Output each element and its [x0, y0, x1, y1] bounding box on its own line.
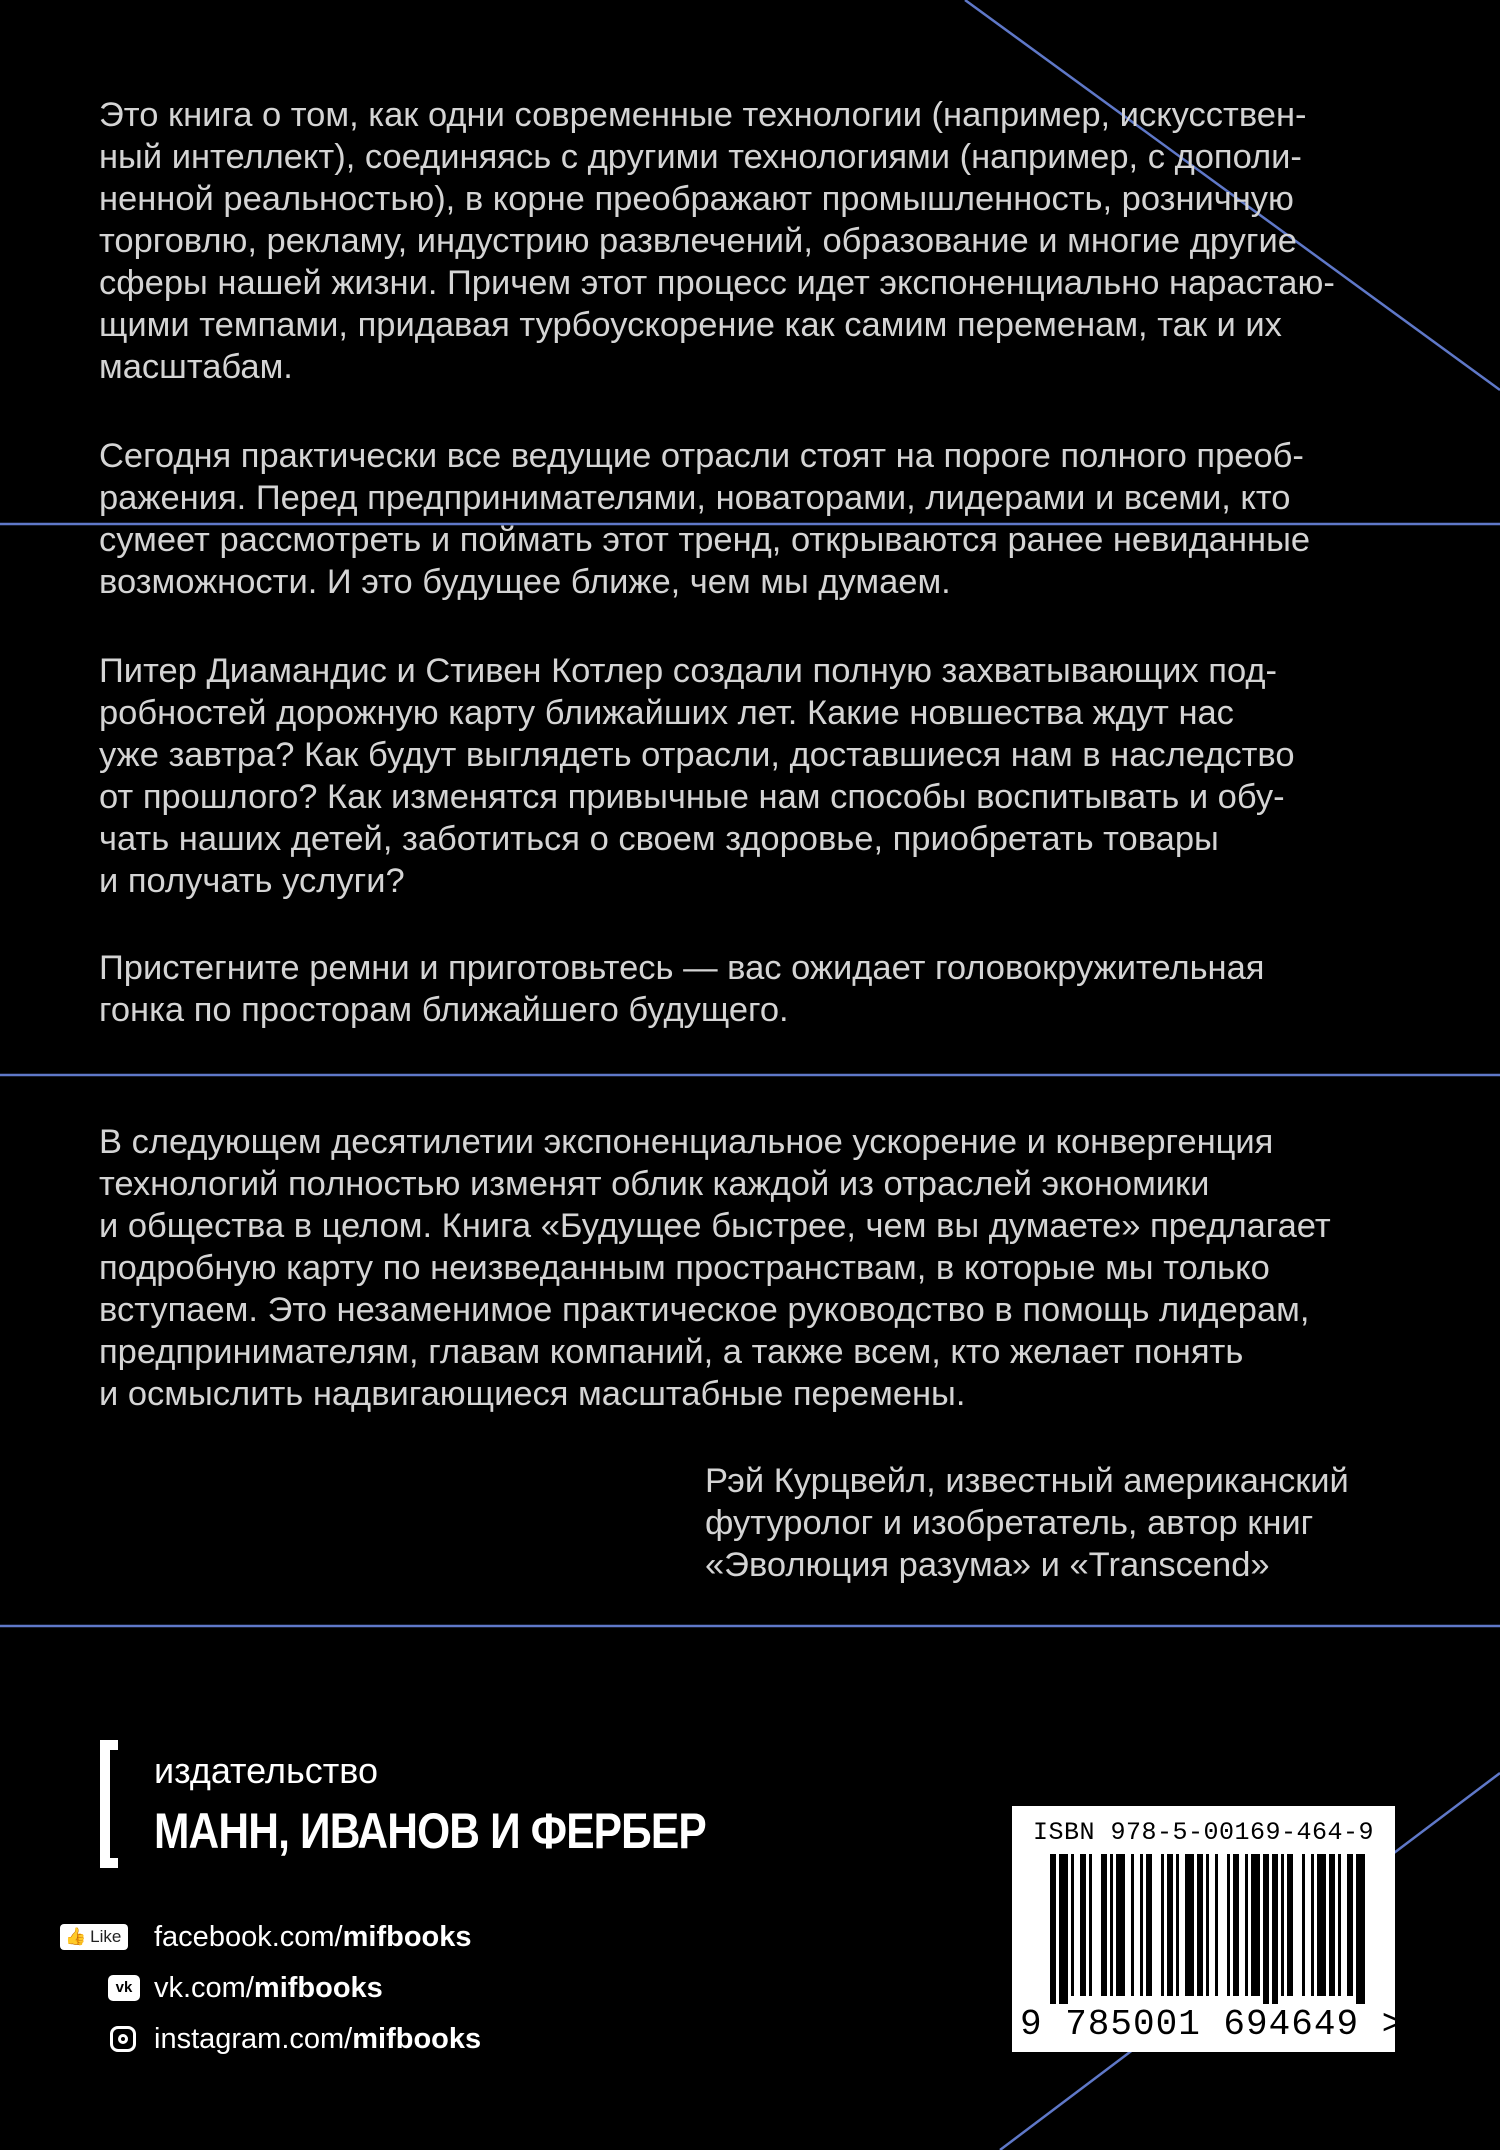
barcode-bar — [1245, 1854, 1248, 1996]
paragraph-line: сумеет рассмотреть и поймать этот тренд, открываются ранее невиданные — [99, 521, 1311, 559]
description-paragraph-4 — [99, 947, 1389, 1031]
paragraph-line: подробную карту по неизведанным пространствам, в которые мы только — [99, 1249, 1270, 1287]
paragraph-line: торговлю, рекламу, индустрию развлечений, образование и многие другие — [99, 222, 1297, 260]
paragraph-line: чать наших детей, заботиться о своем здоровье, приобретать товары — [99, 820, 1219, 858]
paragraph-line: предпринимателям, главам компаний, а также всем, кто желает понять — [99, 1333, 1244, 1371]
paragraph-line: и общества в целом. Книга «Будущее быстрее, чем вы думаете» предлагает — [99, 1207, 1331, 1245]
paragraph-line: гонка по просторам ближайшего будущего. — [99, 991, 789, 1029]
barcode-bar — [1338, 1854, 1341, 1996]
description-paragraph-1 — [99, 94, 1389, 388]
paragraph-line: ражения. Перед предпринимателями, новаторами, лидерами и всеми, кто — [99, 479, 1291, 517]
paragraph-line: технологий полностью изменят облик каждой из отраслей экономики — [99, 1165, 1210, 1203]
barcode-bar — [1356, 1854, 1365, 2004]
paragraph-line: уже завтра? Как будут выглядеть отрасли, доставшиеся нам в наследство — [99, 736, 1295, 774]
barcode-bar — [1146, 1854, 1152, 1996]
instagram-icon — [110, 2026, 136, 2052]
bracket-logo-mark — [100, 1740, 118, 1868]
paragraph-line: и осмыслить надвигающиеся масштабные перемены. — [99, 1375, 966, 1413]
barcode-bar — [1317, 1854, 1326, 1996]
barcode-bar — [1050, 1854, 1056, 2004]
instagram-link[interactable] — [154, 2023, 481, 2056]
paragraph-line: робностей дорожную карту ближайших лет. Какие новшества ждут нас — [99, 694, 1234, 732]
paragraph-line: вступаем. Это незаменимое практическое руководство в помощь лидерам, — [99, 1291, 1310, 1329]
vk-link-handle: mifbooks — [253, 1971, 383, 2004]
facebook-link-prefix: facebook.com/ — [154, 1920, 343, 1953]
paragraph-line: сферы нашей жизни. Причем этот процесс идет экспоненциально нарастаю- — [99, 264, 1335, 302]
barcode-bar — [1329, 1854, 1335, 1996]
paragraph-line: ненной реальностью), в корне преображают промышленность, розничную — [99, 180, 1294, 218]
barcode-bar — [1101, 1854, 1107, 1996]
review-quote — [99, 1121, 1389, 1415]
paragraph-line: и получать услуги? — [99, 862, 405, 900]
paragraph-line: Питер Диамандис и Стивен Котлер создали полную захватывающих под- — [99, 652, 1277, 690]
barcode-bar — [1185, 1854, 1194, 1996]
barcode-bar — [1071, 1854, 1074, 1996]
paragraph-line: В следующем десятилетии экспоненциальное ускорение и конвергенция — [99, 1123, 1274, 1161]
barcode-bar — [1311, 1854, 1314, 1996]
attribution-line: футуролог и изобретатель, автор книг — [705, 1504, 1314, 1542]
vk-link[interactable] — [154, 1972, 383, 2005]
publisher-name: МАНН, ИВАНОВ И ФЕРБЕР — [154, 1803, 706, 1859]
paragraph-line: щими темпами, придавая турбоускорение как самим переменам, так и их — [99, 306, 1282, 344]
barcode-bar — [1227, 1854, 1230, 1996]
publisher-kicker: издательство — [154, 1750, 378, 1791]
barcode-bar — [1059, 1854, 1068, 2004]
attribution-line: «Эволюция разума» и «Transcend» — [705, 1546, 1270, 1584]
vk-link-prefix: vk.com/ — [154, 1971, 254, 2004]
barcode-bar — [1197, 1854, 1203, 1996]
isbn-barcode — [1012, 1806, 1405, 2052]
paragraph-line: Это книга о том, как одни современные технологии (например, искусствен- — [99, 96, 1307, 134]
barcode-bar — [1347, 1854, 1353, 1996]
facebook-like-icon — [60, 1924, 128, 1950]
instagram-link-prefix: instagram.com/ — [154, 2022, 353, 2055]
attribution-line: Рэй Курцвейл, известный американский — [705, 1462, 1349, 1500]
paragraph-line: от прошлого? Как изменятся привычные нам способы воспитывать и обу- — [99, 778, 1285, 816]
facebook-link-handle: mifbooks — [342, 1920, 472, 1953]
facebook-link-row[interactable] — [60, 1917, 472, 1957]
paragraph-line: Сегодня практически все ведущие отрасли стоят на пороге полного преоб- — [99, 437, 1304, 475]
thumbs-up-icon: 👍 — [65, 1927, 87, 1946]
barcode-bar — [1281, 1854, 1284, 1996]
paragraph-line: масштабам. — [99, 348, 293, 386]
barcode-bar — [1302, 1854, 1305, 1996]
paragraph-line: ный интеллект), соединяясь с другими технологиями (например, с дополи- — [99, 138, 1302, 176]
vk-link-row[interactable] — [60, 1968, 383, 2008]
barcode-bar — [1251, 1854, 1260, 1996]
description-paragraph-2 — [99, 435, 1389, 603]
quote-attribution — [705, 1460, 1405, 1586]
barcode-bar — [1080, 1854, 1086, 1996]
barcode-bar — [1215, 1854, 1218, 1996]
barcode-bar — [1233, 1854, 1239, 1996]
instagram-link-row[interactable] — [60, 2019, 481, 2059]
barcode-bar — [1161, 1854, 1164, 1996]
barcode-bar — [1176, 1854, 1179, 1996]
description-paragraph-3 — [99, 650, 1389, 902]
facebook-link[interactable] — [154, 1921, 472, 1954]
barcode-bar — [1206, 1854, 1209, 1996]
like-label: Like — [90, 1927, 122, 1946]
isbn-label: ISBN 978-5-00169-464-9 — [1032, 1818, 1375, 1847]
barcode-bar — [1116, 1854, 1125, 1996]
barcode-bar — [1263, 1854, 1269, 2004]
barcode-bar — [1089, 1854, 1092, 1996]
paragraph-line: Пристегните ремни и приготовьтесь — вас ожидает головокружительная — [99, 949, 1265, 987]
barcode-bar — [1131, 1854, 1134, 1996]
barcode-bar — [1167, 1854, 1173, 1996]
instagram-link-handle: mifbooks — [352, 2022, 482, 2055]
ean-digits: 9 785001 694649 > — [1020, 2004, 1405, 2045]
barcode-bar — [1140, 1854, 1143, 1996]
barcode-bar — [1272, 1854, 1278, 2004]
paragraph-line: возможности. И это будущее ближе, чем мы думаем. — [99, 563, 951, 601]
vk-icon: vk — [108, 1975, 140, 2001]
barcode-bar — [1287, 1854, 1293, 1996]
barcode-bar — [1110, 1854, 1113, 1996]
